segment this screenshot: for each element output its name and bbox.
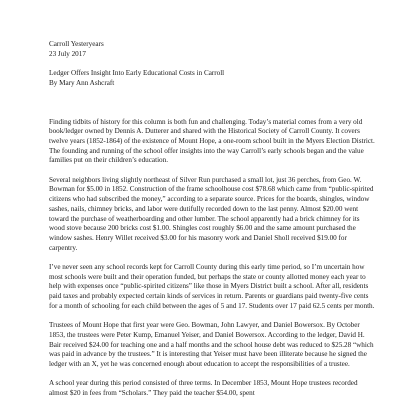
document-body xyxy=(49,40,375,409)
article-date: 23 July 2017 xyxy=(49,49,86,58)
paragraph: I’ve never seen any school records kept for Carroll County during this early time period, so I’m uncertain how most schools were built and their operation funded, but perhaps the state or county allotted money each year to help with expenses once “public-spirited citizens” like those in Myers District built a school. After all, residents paid taxes and probably expected certain kinds of services in return. Parents or guardians paid twenty-five cents for a month of schooling for each child between the ages of 5 and 17. Students over 17 paid 62.5 cents per month. xyxy=(49,263,375,310)
column-name: Carroll Yesteryears xyxy=(49,40,104,48)
paragraph: Finding tidbits of history for this column is both fun and challenging. Today’s material comes from a very old book/ledger owned by Dennis A. Dutterer and shared with the Historical Society of Carroll County. It covers twelve years (1852-1864) of the existence of Mount Hope, a one-room school built in the Myers Election District. The founding and running of the school offer insights into the way Carroll’s early schools began and the value families put on their children’s education. xyxy=(49,117,375,165)
paragraph: Trustees of Mount Hope that first year were Geo. Bowman, John Lawyer, and Daniel Bowersox. By October 1853, the trustees were Peter Kump, Emanuel Yeiser, and Daniel Bowersox. According to the ledger, David H. Bair received $24.00 for teaching one and a half months and the school house debt was reduced to $25.28 “which was paid in advance by the trustees.” It is interesting that Yeiser must have been illiterate because he signed the ledger with an X, yet he was concerned enough about education to accept the responsibilities of a trustee. xyxy=(49,321,374,369)
article-byline: By Mary Ann Ashcraft xyxy=(49,78,115,87)
article-header xyxy=(49,40,375,89)
article-text xyxy=(49,118,375,399)
paragraph: A school year during this period consisted of three terms. In December 1853, Mount Hope trustees recorded almost $20 in fees from “Scholars.” They paid the teacher $54.00, spent xyxy=(49,379,358,398)
paragraph: Several neighbors living slightly northeast of Silver Run purchased a small lot, just 36 perches, from Geo. W. Bowman for $5.00 in 1852. Construction of the frame schoolhouse cost $78.68 which came from “public-spirited citizens who had subscribed the money,” according to a separate source. Prices for the boards, shingles, window sashes, nails, chimney bricks, and labor were dutifully recorded down to the last penny. Almost $20.00 went toward the purchase of weatherboarding and other lumber. The school apparently had a brick chimney for its wood stove because 200 bricks cost $1.00. Shingles cost roughly $6.00 and the same amount purchased the window sashes. Henry Willet received $3.00 for his masonry work and Daniel Sholl received $19.00 for carpentry. xyxy=(49,175,374,252)
article-headline: Ledger Offers Insight Into Early Educational Costs in Carroll xyxy=(49,69,225,78)
